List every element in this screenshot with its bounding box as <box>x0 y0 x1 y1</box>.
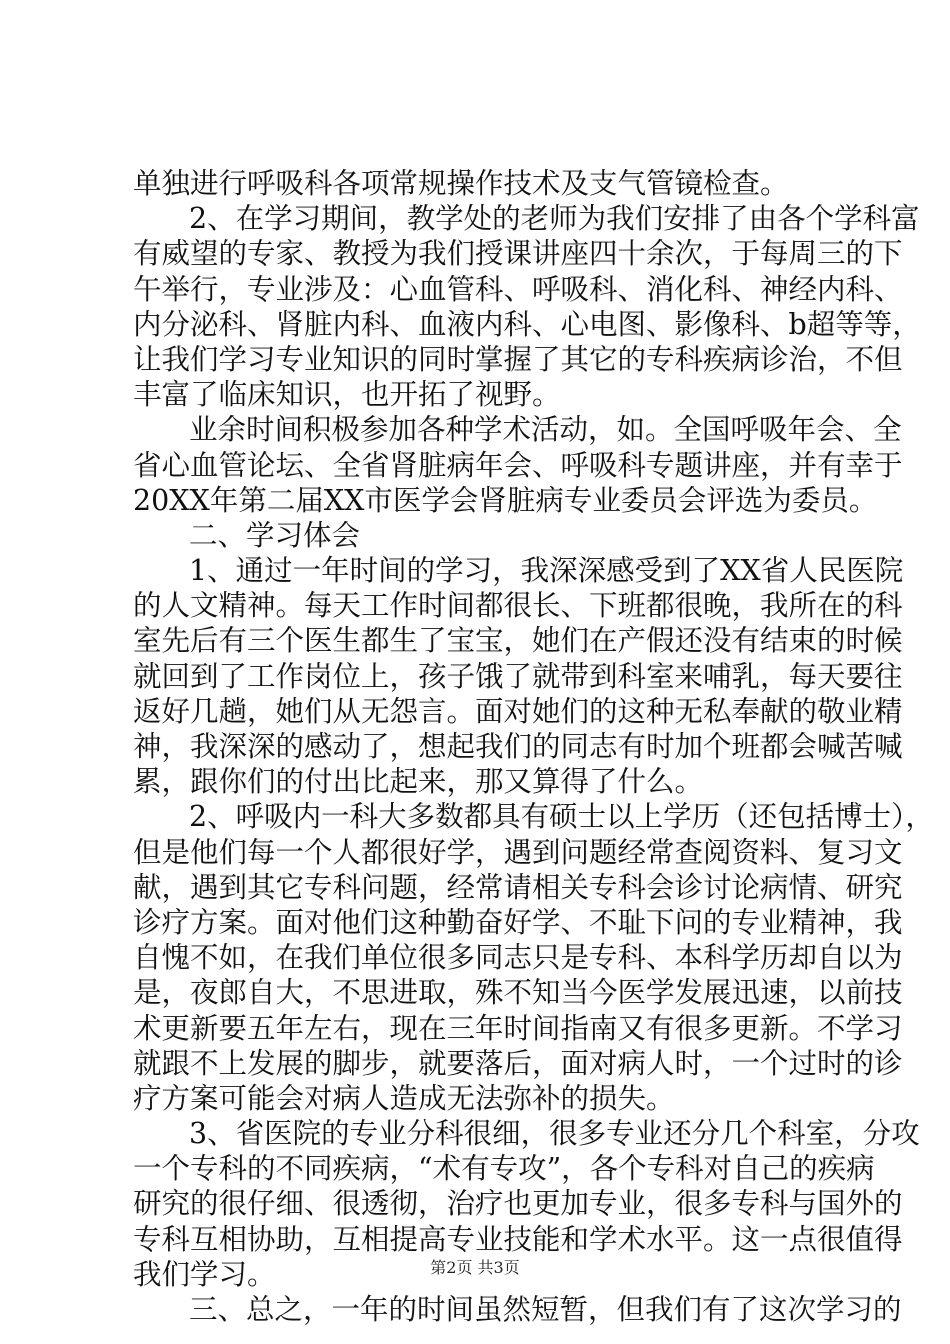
text-line: 术更新要五年左右，现在三年时间指南又有很多更新。不学习 <box>133 1011 903 1045</box>
text-line: 午举行，专业涉及：心血管科、呼吸科、消化科、神经内科、 <box>133 272 903 306</box>
text-line: 专科互相协助，互相提高专业技能和学术水平。这一点很值得 <box>133 1222 903 1256</box>
text-line: 我们学习。 <box>133 1257 276 1291</box>
text-line: 1、通过一年时间的学习，我深深感受到了XX省人民医院 <box>189 554 904 588</box>
text-line: 返好几趟，她们从无怨言。面对她们的这种无私奉献的敬业精 <box>133 694 903 728</box>
text-line: 三、总之，一年的时间虽然短暂，但我们有了这次学习的 <box>189 1293 902 1326</box>
text-line: 就跟不上发展的脚步，就要落后，面对病人时，一个过时的诊 <box>133 1046 903 1080</box>
text-line: 有威望的专家、教授为我们授课讲座四十余次，于每周三的下 <box>133 237 903 271</box>
text-line: 单独进行呼吸科各项常规操作技术及支气管镜检查。 <box>133 167 789 200</box>
text-line: 丰富了临床知识，也开拓了视野。 <box>133 378 561 412</box>
text-line: 是，夜郎自大，不思进取，殊不知当今医学发展迅速，以前技 <box>133 976 903 1010</box>
text-line: 研究的很仔细、很透彻，治疗也更加专业，很多专科与国外的 <box>133 1187 903 1221</box>
text-line: 让我们学习专业知识的同时掌握了其它的专科疾病诊治，不但 <box>133 342 903 376</box>
text-line: 20XX年第二届XX市医学会肾脏病专业委员会评选为委员。 <box>133 483 878 517</box>
text-line: 神，我深深的感动了，想起我们的同志有时加个班都会喊苦喊 <box>133 730 903 763</box>
text-line: 2、在学习期间，教学处的老师为我们安排了由各个学科富 <box>189 202 920 236</box>
text-line: 诊疗方案。面对他们这种勤奋好学、不耻下问的专业精神，我 <box>133 905 903 939</box>
text-line: 但是他们每一个人都很好学，遇到问题经常查阅资料、复习文 <box>133 835 903 869</box>
text-line: 2、呼吸内一科大多数都具有硕士以上学历（还包括博士）， <box>189 800 934 834</box>
document-body <box>133 166 934 1327</box>
text-line: 献，遇到其它专科问题，经常请相关专科会诊讨论病情、研究 <box>133 870 903 904</box>
text-line: 业余时间积极参加各种学术活动，如。全国呼吸年会、全 <box>189 413 902 447</box>
text-line: 自愧不如，在我们单位很多同志只是专科、本科学历却自以为 <box>133 941 903 975</box>
text-line: 一个专科的不同疾病，“术有专攻”，各个专科对自己的疾病 <box>133 1152 875 1186</box>
text-line: 省心血管论坛、全省肾脏病年会、呼吸科专题讲座，并有幸于 <box>133 448 903 482</box>
text-line: 内分泌科、肾脏内科、血液内科、心电图、影像科、b超等等， <box>133 307 921 341</box>
text-line: 疗方案可能会对病人造成无法弥补的损失。 <box>133 1081 675 1115</box>
text-line: 的人文精神。每天工作时间都很长、下班都很晚，我所在的科 <box>133 589 903 623</box>
text-line: 就回到了工作岗位上，孩子饿了就带到科室来哺乳，每天要往 <box>133 659 903 693</box>
text-line: 累，跟你们的付出比起来，那又算得了什么。 <box>133 765 704 799</box>
text-line: 室先后有三个医生都生了宝宝，她们在产假还没有结束的时候 <box>133 624 903 658</box>
text-line: 二、学习体会 <box>189 518 361 552</box>
text-line: 3、省医院的专业分科很细，很多专业还分几个科室，分攻 <box>189 1117 920 1151</box>
page-footer: 第2页 共3页 <box>430 1258 520 1277</box>
